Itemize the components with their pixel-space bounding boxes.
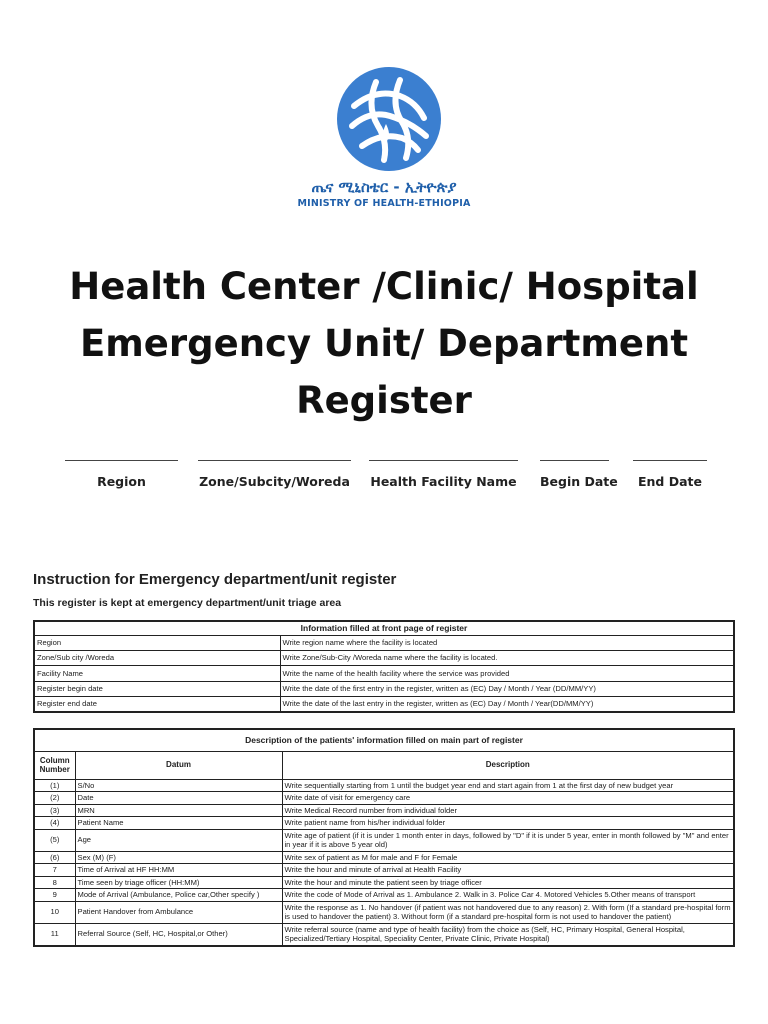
main-register-table xyxy=(33,728,735,947)
front-field: Register end date xyxy=(34,697,280,712)
instructions-title: Instruction for Emergency department/unit register xyxy=(33,571,397,588)
row-datum: Mode of Arrival (Ambulance, Police car,Other specify ) xyxy=(75,889,282,902)
region-line xyxy=(65,460,178,474)
front-table-header-row xyxy=(34,621,734,635)
table-row xyxy=(34,817,734,830)
title-line-2: Emergency Unit/ Department xyxy=(79,322,689,365)
row-description: Write referral source (name and type of health facility) from the choice as (Self, HC, Primary Hospital, General Hospital, Specialized/Tertiary Hospital, Speciality Center, Private Clinic, Private Hospital) xyxy=(282,923,734,946)
begin-date-line xyxy=(540,460,609,474)
ministry-name-amharic: ጤና ሚኒስቴር - ኢትዮጵያ xyxy=(311,178,457,196)
row-number: 11 xyxy=(34,923,75,946)
end-date-line xyxy=(633,460,707,474)
row-number: 9 xyxy=(34,889,75,902)
table-row xyxy=(34,851,734,864)
front-desc: Write the date of the last entry in the register, written as (EC) Day / Month / Year(DD/MM/YY) xyxy=(280,697,734,712)
row-description: Write the hour and minute of arrival at Health Facility xyxy=(282,864,734,877)
main-table-header-row xyxy=(34,729,734,751)
begin-date-field xyxy=(540,460,618,489)
main-table-header: Description of the patients' information filled on main part of register xyxy=(34,729,734,751)
row-number: (4) xyxy=(34,817,75,830)
datum-header: Datum xyxy=(75,751,282,779)
page-title xyxy=(0,258,768,429)
table-row xyxy=(34,779,734,792)
region-field xyxy=(65,460,178,489)
row-description: Write age of patient (if it is under 1 month enter in days, followed by "D" if it is under 5 year, enter in month followed by "M" and enter in year if it is above 5 year old) xyxy=(282,829,734,851)
facility-field xyxy=(369,460,518,489)
instructions-subtitle: This register is kept at emergency department/unit triage area xyxy=(33,597,342,609)
row-number: (5) xyxy=(34,829,75,851)
front-desc: Write the name of the health facility where the service was provided xyxy=(280,666,734,681)
row-description: Write the response as 1. No handover (if patient was not handovered due to any reason) 2. With form (If a standard pre-hospital form is used to handover the patient) 3. Without form (if a standard pre-hospital form is not used to handover the patient) xyxy=(282,901,734,923)
row-number: (1) xyxy=(34,779,75,792)
row-description: Write the code of Mode of Arrival as 1. Ambulance 2. Walk in 3. Police Car 4. Motored Vehicles 5.Other means of transport xyxy=(282,889,734,902)
end-date-field xyxy=(633,460,707,489)
facility-line xyxy=(369,460,518,474)
table-row xyxy=(34,792,734,805)
table-row xyxy=(34,697,734,712)
table-row xyxy=(34,804,734,817)
zone-line xyxy=(198,460,351,474)
row-datum: Age xyxy=(75,829,282,851)
title-line-3: Register xyxy=(296,379,472,422)
region-label: Region xyxy=(97,474,146,489)
table-row xyxy=(34,876,734,889)
main-table-column-row xyxy=(34,751,734,779)
row-description: Write Medical Record number from individual folder xyxy=(282,804,734,817)
row-datum: Patient Name xyxy=(75,817,282,830)
front-field: Facility Name xyxy=(34,666,280,681)
table-row xyxy=(34,666,734,681)
row-number: 8 xyxy=(34,876,75,889)
row-datum: Referral Source (Self, HC, Hospital,or Other) xyxy=(75,923,282,946)
front-table-header: Information filled at front page of register xyxy=(34,621,734,635)
column-number-header: Column Number xyxy=(34,751,75,779)
zone-field xyxy=(198,460,351,489)
table-row xyxy=(34,923,734,946)
ministry-of-health-globe-icon xyxy=(336,66,442,172)
front-desc: Write the date of the first entry in the register, written as (EC) Day / Month / Year (DD/MM/YY) xyxy=(280,681,734,696)
table-row xyxy=(34,635,734,650)
row-number: 7 xyxy=(34,864,75,877)
zone-label: Zone/Subcity/Woreda xyxy=(199,474,350,489)
front-field: Register begin date xyxy=(34,681,280,696)
table-row xyxy=(34,901,734,923)
row-description: Write the hour and minute the patient seen by triage officer xyxy=(282,876,734,889)
row-number: 10 xyxy=(34,901,75,923)
front-desc: Write region name where the facility is located xyxy=(280,635,734,650)
row-datum: Patient Handover from Ambulance xyxy=(75,901,282,923)
table-row xyxy=(34,864,734,877)
row-number: (6) xyxy=(34,851,75,864)
front-page-table xyxy=(33,620,735,713)
end-date-label: End Date xyxy=(637,474,702,489)
table-row xyxy=(34,681,734,696)
front-field: Region xyxy=(34,635,280,650)
row-datum: S/No xyxy=(75,779,282,792)
row-description: Write sex of patient as M for male and F for Female xyxy=(282,851,734,864)
row-datum: Time of Arrival at HF HH:MM xyxy=(75,864,282,877)
facility-label: Health Facility Name xyxy=(370,474,517,489)
table-row xyxy=(34,650,734,665)
title-line-1: Health Center /Clinic/ Hospital xyxy=(69,265,699,308)
table-row xyxy=(34,829,734,851)
row-datum: Sex (M) (F) xyxy=(75,851,282,864)
row-datum: MRN xyxy=(75,804,282,817)
front-field: Zone/Sub city /Woreda xyxy=(34,650,280,665)
row-description: Write date of visit for emergency care xyxy=(282,792,734,805)
front-desc: Write Zone/Sub-City /Woreda name where the facility is located. xyxy=(280,650,734,665)
ministry-name-english: MINISTRY OF HEALTH-ETHIOPIA xyxy=(297,198,471,209)
row-description: Write patient name from his/her individual folder xyxy=(282,817,734,830)
row-datum: Time seen by triage officer (HH:MM) xyxy=(75,876,282,889)
row-description: Write sequentially starting from 1 until the budget year end and start again from 1 at the first day of new budget year xyxy=(282,779,734,792)
begin-date-label: Begin Date xyxy=(540,474,618,489)
description-header: Description xyxy=(282,751,734,779)
row-datum: Date xyxy=(75,792,282,805)
row-number: (3) xyxy=(34,804,75,817)
row-number: (2) xyxy=(34,792,75,805)
table-row xyxy=(34,889,734,902)
